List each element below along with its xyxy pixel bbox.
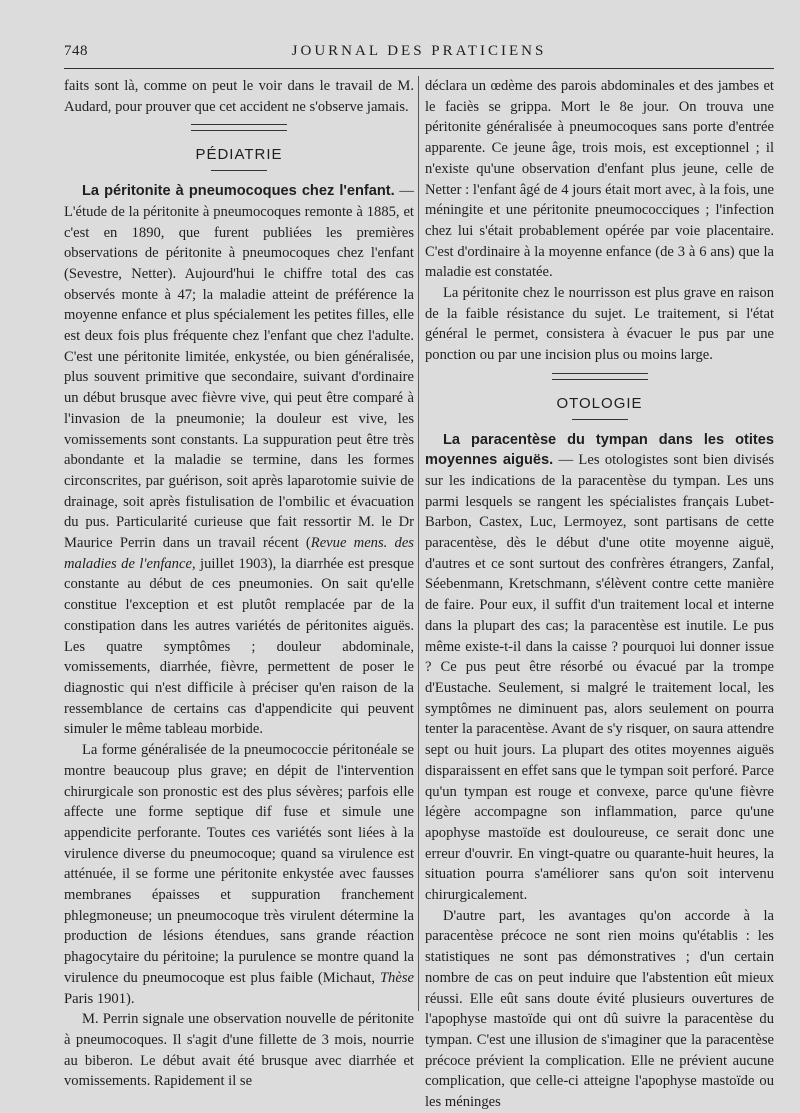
text-run: — Les otologistes sont bien divisés sur les indications de la paracentèse du tympan. Les uns parmi lesquels se rangent les spécialistes français Lubet-Barbon, Castex, Luc, Lermoyez, sont partisans de cette paracentèse, dès le début d'une otite moyenne aiguë, d'autres et ce sont surtout des confrères étrangers, Zanfal, Séebenmann, Kretschmann, s'élèvent contre cette manière de faire. Pour eux, il suffit d'un traitement local et interne dans la plupart des cas; la paracentèse est inutile. Le pus même existe-t-il dans la caisse ? pourquoi lui donner issue ? Ce pus peut être résorbé ou évacué par la trompe d'Eustache. Seulement, si malgré le traitement local, les symptômes ne diminuent pas, alors seulement on pourra tenter la paracentèse. Avant de s'y risquer, on saura attendre sept ou huit jours. La plupart des otites moyennes aiguës disparaissent en effet sans que le tympan soit perforé. Parce qu'un tympan est rouge et convexe, parce qu'une fièvre légère accompagne son inflammation, parce qu'une apophyse mastoïde est douloureuse, ce serait donc une erreur d'ouvrir. En vingt-quatre ou quarante-huit heures, la situation pourra s'améliorer sans qu'on soit intervenu chirurgicalement.	[425, 452, 774, 904]
right-column	[425, 76, 774, 1113]
page-header	[64, 43, 774, 65]
paragraph: La péritonite chez le nourrisson est plus grave en raison de la faible résistance du sujet. Le traitement, si l'état général le permet, consistera à évacuer le pus par une ponction ou par une incision plus ou moins large.	[425, 285, 774, 364]
article-title: La paracentèse du tympan dans les otites moyennes aiguës.	[425, 431, 774, 469]
text-run: , juillet 1903), la diarrhée est presque constante au début de ces pneumonies. On sait qu'elle constitue l'exception et est plutôt remplacée par de la constipation dans les autres variétés de péritonites aiguës. Les quatre symptômes ; douleur abdominale, vomissements, diarrhée, fièvre, permettent de poser le diagnostic qui n'est difficile à préciser qu'en raison de la ressemblance de certains cas d'appendicite qui peuvent simuler le même tableau morbide.	[64, 555, 414, 738]
text-run: Paris 1901).	[64, 990, 135, 1007]
section-divider	[552, 373, 648, 380]
paragraph: D'autre part, les avantages qu'on accorde à la paracentèse précoce ne sont rien moins qu'établis : les statistiques ne sont pas démonstratives ; d'un certain nombre de cas on peut induire que l'abstention eût mieux réussi. Elle eût sans doute évité plusieurs ouvertures de l'apophyse mastoïde qui ont dû suivre la paracentèse du tympan. C'est une illusion de s'imaginer que la paracentèse précoce prévient la complication. Elle ne prévient aucune complication, que celle-ci atteigne l'apophyse mastoïde ou les méninges	[425, 907, 774, 1111]
title-rule	[211, 170, 267, 171]
article-title: La péritonite à pneumocoques chez l'enfant.	[82, 183, 395, 200]
text-run: La forme généralisée de la pneumococcie péritonéale se montre beaucoup plus grave; en dépit de l'intervention chirurgicale son pronostic est des plus sévères; parfois elle affecte une forme septique dif fuse et simule une appendicite perforante. Toutes ces variétés sont liées à la virulence diverse du pneumocoque; quand sa virulence est atténuée, il se forme une péritonite enkystée avec fausses membranes épaisses et suppuration franchement phlegmoneuse; un pneumocoque très virulent détermine la production de lésions étendues, sans grande réaction phagocytaire du péritoine; la purulence se montre quand la virulence du pneumocoque est plus faible (Michaut,	[64, 742, 414, 986]
section-divider	[191, 124, 287, 131]
italic-citation: Thèse	[379, 969, 414, 986]
title-rule	[572, 419, 628, 420]
journal-title: JOURNAL DES PRATICIENS	[291, 43, 547, 59]
column-divider	[418, 76, 419, 1011]
paragraph: M. Perrin signale une observation nouvelle de péritonite à pneumocoques. Il s'agit d'une fillette de 3 mois, nourrie au biberon. Le début avait été brusque avec diarrhée et vomissements. Rapidement il se	[64, 1011, 414, 1090]
italic-citation: Revue mens. des maladies de l'enfance	[64, 535, 414, 572]
left-column	[64, 76, 414, 1092]
section-title-pediatrie: PÉDIATRIE	[195, 146, 283, 164]
paragraph	[64, 181, 414, 740]
header-rule	[64, 68, 774, 69]
text-run: — L'étude de la péritonite à pneumocoques remonte à 1885, et c'est en 1890, que furent publiées les premières observations de péritonite à pneumocoques chez l'enfant (Sevestre, Netter). Aujourd'hui le chiffre total des cas observés monte à 47; la maladie atteint de préférence la moyenne enfance et plus spécialement les petites filles, elle est deux fois plus fréquente chez l'enfant que chez l'adulte. C'est une péritonite limitée, enkystée, ou bien généralisée, plus souvent primitive que secondaire, suivant d'ordinaire un début brusque avec fièvre vive, qui peut être comparé à l'invasion de la pneumonie; la douleur est vive, les vomissements sont constants. La suppuration peut être très abondante et la maladie se termine, dans les formes circonscrites, par guérison, soit après laparotomie suivie de drainage, soit après fistulisation de l'ombilic et évacuation du pus. Particularité curieuse que fait ressortir M. le Dr Maurice Perrin dans un travail récent (	[64, 183, 414, 552]
paragraph	[425, 430, 774, 906]
paragraph: déclara un œdème des parois abdominales et des jambes et le faciès se grippa. Mort le 8e jour. On trouva une péritonite généralisée à pneumocoques sans porte d'entrée apparente. Ce jeune âge, trois mois, est exceptionnel ; il n'existe qu'une observation d'enfant plus jeune, celle de Netter : l'enfant âgé de 4 jours était mort avec, à la fois, une méningite et une péritonite pneumococciques ; l'infection chez lui s'était probablement opérée par voie placentaire. C'est d'ordinaire à la moyenne enfance (de 3 à 6 ans) que la maladie est constatée.	[425, 78, 774, 281]
page-number: 748	[64, 43, 88, 59]
section-title-otologie: OTOLOGIE	[556, 394, 643, 412]
paragraph	[64, 740, 414, 1009]
paragraph: faits sont là, comme on peut le voir dans le travail de M. Audard, pour prouver que cet accident ne s'observe jamais.	[64, 78, 414, 115]
